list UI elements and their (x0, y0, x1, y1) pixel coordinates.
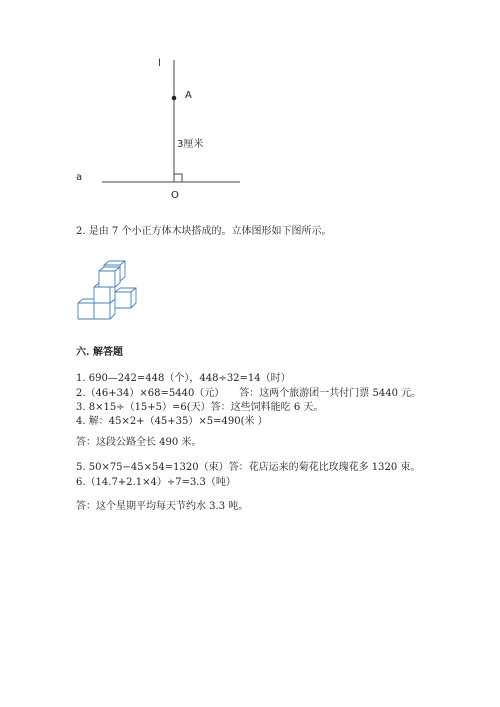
distance-label: 3厘米 (177, 139, 204, 150)
answer-line-4: 4. 解：45×2+（45+35）×5=490(米 ） (76, 416, 268, 427)
section-six-title: 六. 解答题 (76, 347, 123, 358)
answer-line-8: 答：这个星期平均每天节约水 3.3 吨。 (76, 501, 249, 512)
question-2-text: 2. 是由 7 个小正方体木块搭成的。立体图形如下图所示。 (76, 226, 332, 237)
answer-line-3: 3. 8×15÷（15+5）=6(天）答：这些饲料能吃 6 天。 (76, 402, 324, 413)
answer-line-1: 1. 690—242=448（个），448÷32=14（时） (76, 373, 291, 384)
answer-line-5: 答：这段公路全长 490 米。 (76, 437, 202, 448)
answer-line-7: 6.（14.7+2.1×4）÷7=3.3（吨） (76, 477, 236, 488)
answer-line-6: 5. 50×75−45×54=1320（束）答：花店运来的菊花比玫瑰花多 1320 束。 (76, 462, 421, 473)
line-a-label: a (76, 172, 83, 183)
point-a-label: A (185, 90, 192, 101)
point-a (172, 96, 177, 101)
perpendicular-diagram (0, 0, 500, 200)
point-o-label: O (171, 190, 179, 201)
cube-stack-illustration (74, 255, 144, 325)
right-angle-mark (174, 174, 182, 182)
line-l-label: l (158, 58, 161, 69)
answer-line-2: 2.（46+34）×68=5440（元） 答：这两个旅游团一共付门票 5440 元。 (76, 388, 422, 399)
